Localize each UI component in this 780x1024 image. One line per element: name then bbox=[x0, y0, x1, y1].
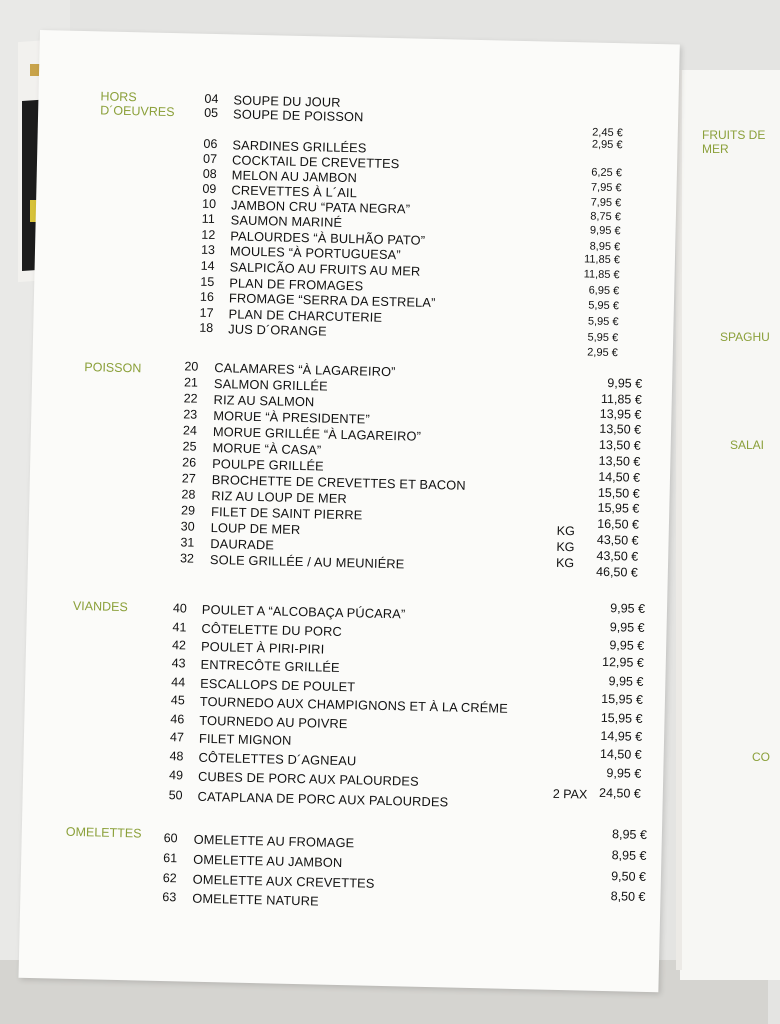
item-price: 5,95 € bbox=[588, 299, 620, 313]
item-price: 9,95 € bbox=[610, 601, 646, 616]
item-price: 43,50 € bbox=[596, 548, 639, 564]
item-price: 15,95 € bbox=[600, 710, 643, 726]
item-price: 15,50 € bbox=[597, 485, 640, 501]
dish-name: POULET À PIRI-PIRI bbox=[200, 638, 325, 657]
item-price: 2,95 € bbox=[587, 346, 618, 360]
item-number: 42 bbox=[171, 638, 187, 653]
item-price: 8,95 € bbox=[611, 827, 648, 842]
dish-name: OMELETTE AUX CREVETTES bbox=[192, 871, 375, 891]
dish-name: CÔTELETTE DU PORC bbox=[201, 620, 343, 640]
dish-name: SARDINES GRILLÉES bbox=[232, 137, 367, 156]
item-price: 11,85 € bbox=[600, 391, 642, 407]
item-price: 11,85 € bbox=[583, 268, 620, 282]
item-price: 46,50 € bbox=[595, 564, 639, 580]
dish-name: DAURADE bbox=[210, 535, 275, 553]
item-number: 20 bbox=[184, 359, 199, 374]
unit-label: KG bbox=[556, 523, 575, 539]
item-number: 13 bbox=[200, 242, 216, 258]
item-price: 9,95 € bbox=[607, 375, 643, 391]
unit-label: KG bbox=[555, 555, 575, 571]
dish-name: PLAN DE FROMAGES bbox=[229, 275, 364, 294]
dish-name: SOUPE DE POISSON bbox=[232, 106, 364, 125]
item-number: 07 bbox=[202, 151, 218, 167]
item-price: 15,95 € bbox=[597, 500, 640, 516]
item-price: 13,95 € bbox=[599, 406, 642, 422]
dish-name: ENTRECÔTE GRILLÉE bbox=[200, 656, 340, 675]
category-omelettes: OMELETTES bbox=[65, 824, 142, 841]
dish-name: RIZ AU LOUP DE MER bbox=[211, 488, 348, 507]
dish-name: PALOURDES “À BULHÃO PATO” bbox=[230, 228, 426, 248]
item-number: 60 bbox=[163, 831, 178, 846]
dish-name: MOULES “À PORTUGUESA” bbox=[229, 243, 401, 263]
dish-name: TOURNEDO AUX CHAMPIGNONS ET À LA CRÉME bbox=[199, 693, 509, 716]
category-spaghetti: SPAGHU bbox=[720, 330, 770, 344]
item-number: 48 bbox=[169, 749, 184, 764]
item-price: 12,95 € bbox=[601, 654, 644, 670]
category-salades: SALAI bbox=[730, 438, 765, 452]
menu-right-panel bbox=[680, 70, 780, 980]
item-number: 16 bbox=[199, 289, 215, 305]
item-number: 21 bbox=[183, 375, 199, 390]
dish-name: FROMAGE “SERRA DA ESTRELA” bbox=[228, 290, 436, 311]
item-price: 14,95 € bbox=[600, 728, 643, 744]
item-number: 40 bbox=[172, 601, 187, 616]
item-price: 2,95 € bbox=[591, 138, 623, 152]
item-number: 24 bbox=[182, 423, 198, 438]
unit-label: KG bbox=[556, 539, 575, 555]
item-price: 8,95 € bbox=[589, 240, 621, 254]
item-price: 15,95 € bbox=[601, 691, 644, 707]
item-price: 8,75 € bbox=[590, 210, 622, 224]
item-number: 49 bbox=[168, 768, 184, 783]
item-number: 17 bbox=[199, 305, 214, 321]
item-number: 18 bbox=[199, 320, 214, 336]
dish-name: MORUE “À CASA” bbox=[212, 440, 322, 458]
item-number: 47 bbox=[169, 730, 185, 745]
item-price: 6,95 € bbox=[588, 284, 620, 298]
dish-name: CÔTELETTES D´AGNEAU bbox=[198, 749, 357, 769]
dish-name: TOURNEDO AU POIVRE bbox=[199, 712, 348, 732]
dish-name: JUS D´ORANGE bbox=[228, 321, 327, 339]
dish-name: SOLE GRILLÉE / AU MEUNIÉRE bbox=[209, 551, 405, 572]
dish-name: MELON AU JAMBON bbox=[231, 167, 358, 186]
item-number: 62 bbox=[162, 871, 177, 886]
dish-name: ESCALLOPS DE POULET bbox=[200, 675, 356, 695]
item-number: 61 bbox=[163, 851, 178, 866]
item-price: 16,50 € bbox=[597, 516, 640, 532]
dish-name: SAUMON MARINÉ bbox=[230, 212, 343, 230]
category-poisson: POISSON bbox=[84, 360, 142, 376]
category-fruits-de-mer bbox=[702, 128, 765, 156]
category-fruits-de-mer-line1: FRUITS DE bbox=[702, 128, 766, 142]
item-number: 28 bbox=[181, 487, 196, 502]
item-price: 8,95 € bbox=[611, 848, 647, 863]
category-fruits-de-mer-line2: MER bbox=[702, 142, 729, 156]
item-number: 63 bbox=[162, 890, 177, 905]
dish-name: OMELETTE AU JAMBON bbox=[193, 851, 343, 871]
dish-name: PLAN DE CHARCUTERIE bbox=[228, 306, 383, 325]
item-price: 9,95 € bbox=[606, 766, 642, 781]
item-number: 08 bbox=[202, 166, 217, 182]
item-number: 31 bbox=[180, 535, 195, 550]
item-price: 14,50 € bbox=[599, 746, 642, 762]
category-hors-doeuvres-line2: D´OEUVRES bbox=[100, 103, 175, 120]
dish-name: CUBES DE PORC AUX PALOURDES bbox=[197, 768, 419, 789]
item-number: 50 bbox=[168, 788, 183, 803]
item-price: 9,95 € bbox=[609, 638, 645, 653]
item-number: 41 bbox=[172, 620, 187, 635]
item-number: 09 bbox=[202, 181, 217, 197]
item-price: 5,95 € bbox=[587, 331, 619, 345]
dish-name: OMELETTE NATURE bbox=[192, 890, 319, 909]
item-number: 06 bbox=[203, 136, 218, 152]
item-number: 43 bbox=[171, 656, 186, 671]
dish-name: COCKTAIL DE CREVETTES bbox=[231, 152, 400, 172]
item-number: 46 bbox=[170, 712, 185, 727]
item-number: 44 bbox=[171, 675, 186, 690]
item-number: 12 bbox=[201, 227, 216, 243]
item-price: 9,95 € bbox=[609, 620, 645, 635]
dish-name: CALAMARES “À LAGAREIRO” bbox=[214, 360, 396, 380]
item-number: 04 bbox=[204, 91, 219, 107]
dish-name: RIZ AU SALMON bbox=[213, 392, 315, 410]
item-number: 45 bbox=[170, 693, 185, 708]
item-number: 11 bbox=[201, 211, 215, 227]
item-number: 27 bbox=[181, 471, 196, 486]
item-number: 10 bbox=[201, 196, 217, 212]
item-number: 30 bbox=[180, 519, 195, 534]
item-price: 14,50 € bbox=[598, 469, 641, 485]
dish-name: POULET A “ALCOBAÇA PÚCARA” bbox=[201, 601, 406, 622]
dish-name: CREVETTES À L´AIL bbox=[231, 182, 358, 201]
item-price: 43,50 € bbox=[596, 532, 639, 548]
dish-name: FILET MIGNON bbox=[198, 730, 292, 748]
dish-name: MORUE GRILLÉE “À LAGAREIRO” bbox=[212, 424, 422, 444]
item-number: 23 bbox=[183, 407, 198, 422]
dish-name: SALMON GRILLÉE bbox=[213, 376, 328, 394]
menu-page bbox=[18, 30, 679, 992]
item-price: 6,25 € bbox=[591, 166, 623, 180]
item-number: 05 bbox=[204, 105, 219, 121]
item-price: 9,50 € bbox=[611, 869, 647, 884]
item-price: 13,50 € bbox=[598, 453, 641, 469]
dish-name: POULPE GRILLÉE bbox=[212, 456, 324, 474]
dish-name: OMELETTE AU FROMAGE bbox=[193, 831, 355, 851]
dish-name: LOUP DE MER bbox=[210, 520, 301, 538]
item-price: 7,95 € bbox=[590, 196, 622, 210]
menu-fold bbox=[676, 70, 682, 970]
item-price: 13,50 € bbox=[599, 421, 642, 437]
item-number: 22 bbox=[183, 391, 198, 406]
item-price: 8,50 € bbox=[610, 889, 646, 904]
dish-name: JAMBON CRU “PATA NEGRA” bbox=[230, 197, 411, 217]
item-number: 32 bbox=[179, 551, 195, 566]
category-hors-doeuvres bbox=[100, 89, 175, 119]
dish-name: MORUE “À PRESIDENTE” bbox=[213, 408, 371, 427]
item-price: 9,95 € bbox=[589, 224, 621, 238]
item-number: 29 bbox=[180, 503, 196, 518]
item-price: 2,45 € bbox=[592, 126, 623, 140]
item-number: 14 bbox=[200, 258, 215, 274]
dish-name: SALPICÃO AU FRUITS AU MER bbox=[229, 259, 421, 279]
item-price: 5,95 € bbox=[587, 315, 619, 329]
dish-name: FILET DE SAINT PIERRE bbox=[210, 504, 363, 523]
dish-name: CATAPLANA DE PORC AUX PALOURDES bbox=[197, 788, 449, 810]
item-price: 11,85 € bbox=[583, 253, 621, 267]
category-hors-doeuvres-line1: HORS bbox=[100, 89, 137, 105]
item-number: 26 bbox=[182, 455, 197, 470]
item-price: 7,95 € bbox=[590, 181, 622, 195]
unit-label: 2 PAX bbox=[552, 786, 588, 802]
category-viandes: VIANDES bbox=[72, 598, 128, 615]
dish-name: SOUPE DU JOUR bbox=[233, 92, 341, 110]
item-price: 9,95 € bbox=[608, 674, 644, 689]
item-price: 13,50 € bbox=[598, 437, 641, 453]
item-price: 24,50 € bbox=[598, 785, 641, 801]
dish-name: BROCHETTE DE CREVETTES ET BACON bbox=[211, 472, 466, 493]
item-number: 25 bbox=[182, 439, 197, 454]
category-co: CO bbox=[752, 750, 770, 764]
item-number: 15 bbox=[200, 274, 215, 290]
